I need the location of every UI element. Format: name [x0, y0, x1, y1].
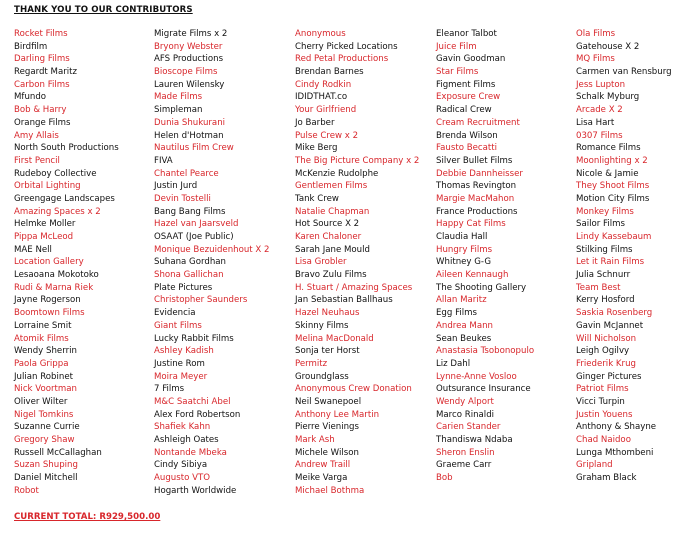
contributor-name: Rocket Films: [14, 29, 68, 39]
contributor-name: Bob & Harry: [14, 105, 67, 116]
contributor-name: Bioscope Films: [154, 67, 218, 78]
contributor-name: Rudeboy Collective: [14, 168, 97, 179]
contributor-name: Vicci Turpin: [576, 396, 625, 407]
contributor-name: Justine Rom: [154, 358, 205, 369]
contributor-name: 7 Films: [154, 384, 185, 395]
contributor-name: Graham Black: [576, 473, 637, 484]
contributor-name: Star Films: [436, 67, 479, 78]
contributor-name: Gavin McJannet: [576, 320, 644, 331]
contributor-name: Darling Films: [14, 54, 70, 65]
contributors-column-4: [436, 28, 534, 485]
contributor-name: Liz Dahl: [436, 358, 471, 369]
contributor-name: Orbital Lighting: [14, 181, 81, 192]
contributor-name: Lisa Hart: [576, 117, 615, 128]
contributor-name: Marco Rinaldi: [436, 409, 495, 420]
contributor-name: Gregory Shaw: [14, 435, 75, 445]
contributor-name: Fausto Becatti: [436, 143, 498, 154]
contributor-name: Motion City Films: [576, 193, 650, 204]
contributor-name: Devin Tostelli: [154, 193, 211, 204]
contributor-name: Juice Film: [436, 41, 477, 52]
contributor-name: Wendy Alport: [436, 396, 494, 407]
contributor-name: Anonymous: [295, 29, 346, 39]
contributor-name: The Big Picture Company x 2: [295, 155, 420, 166]
contributors-column-2: [154, 28, 269, 497]
contributor-name: Cindy Rodkin: [295, 79, 352, 90]
contributor-name: Pippa McLeod: [14, 232, 74, 242]
contributor-name: Sonja ter Horst: [295, 346, 360, 357]
contributor-name: Lisa Grobler: [295, 257, 347, 268]
contributor-name: Gentlemen Films: [295, 181, 368, 192]
contributor-name: Melina MacDonald: [295, 333, 374, 344]
contributor-name: Lucky Rabbit Films: [154, 333, 234, 344]
contributor-name: Red Petal Productions: [295, 54, 389, 65]
contributor-name: Andrea Mann: [436, 320, 493, 331]
contributor-name: Figment Films: [436, 79, 496, 90]
contributor-name: Atomik Films: [14, 333, 69, 344]
contributor-name: Kerry Hosford: [576, 295, 635, 306]
current-total: CURRENT TOTAL: R929,500.00: [14, 512, 161, 522]
contributor-name: IDIDTHAT.co: [295, 92, 348, 103]
contributor-name: Jess Lupton: [576, 79, 626, 90]
contributor-name: Jayne Rogerson: [14, 295, 81, 306]
contributor-name: Cream Recruitment: [436, 117, 520, 128]
contributor-name: Julia Schnurr: [576, 270, 631, 281]
contributor-name: Thandiswa Ndaba: [436, 435, 513, 445]
contributor-name: Lunga Mthombeni: [576, 447, 654, 458]
contributor-name: Debbie Dannheisser: [436, 168, 523, 179]
contributor-name: Michael Bothma: [295, 485, 365, 496]
contributor-name: Hogarth Worldwide: [154, 485, 237, 496]
contributor-name: Nautilus Film Crew: [154, 143, 234, 154]
contributor-name: First Pencil: [14, 155, 60, 166]
contributor-name: Groundglass: [295, 371, 349, 382]
contributor-name: Michele Wilson: [295, 447, 359, 458]
contributor-name: Location Gallery: [14, 257, 84, 268]
contributor-name: OSAAT (Joe Public): [154, 232, 234, 242]
contributors-column-1: [14, 28, 119, 497]
contributor-name: Migrate Films x 2: [154, 29, 228, 39]
contributor-name: McKenzie Rudolphe: [295, 168, 379, 179]
contributor-name: Carmen van Rensburg: [576, 67, 672, 78]
contributor-name: Romance Films: [576, 143, 641, 154]
contributor-name: Brendan Barnes: [295, 67, 364, 78]
contributor-name: Rudi & Marna Riek: [14, 282, 94, 293]
contributor-name: Lauren Wilensky: [154, 79, 225, 90]
contributor-name: Hazel van Jaarsveld: [154, 219, 239, 230]
contributor-name: M&C Saatchi Abel: [154, 396, 231, 407]
contributor-name: Anthony Lee Martin: [295, 409, 380, 420]
contributor-name: Friederik Krug: [576, 358, 636, 369]
contributor-name: Sheron Enslin: [436, 447, 495, 458]
contributor-name: Karen Chaloner: [295, 232, 362, 242]
contributor-name: Orange Films: [14, 117, 71, 128]
contributor-name: Ola Films: [576, 29, 616, 39]
contributor-name: Nontande Mbeka: [154, 447, 227, 458]
contributor-name: Neil Swanepoel: [295, 396, 362, 407]
contributor-name: North South Productions: [14, 143, 119, 154]
contributor-name: Mfundo: [14, 92, 47, 103]
contributor-name: Gripland: [576, 460, 613, 471]
contributor-name: Amy Allais: [14, 130, 59, 141]
contributor-name: Hazel Neuhaus: [295, 308, 360, 319]
contributor-name: Stilking Films: [576, 244, 633, 255]
contributor-name: Allan Maritz: [436, 295, 487, 306]
contributor-name: Suhana Gordhan: [154, 257, 226, 268]
contributor-name: Gavin Goodman: [436, 54, 506, 65]
contributor-name: Suzanne Currie: [14, 422, 80, 433]
contributor-name: Sailor Films: [576, 219, 625, 230]
contributor-name: Bob: [436, 473, 453, 484]
contributor-name: Russell McCallaghan: [14, 447, 102, 458]
contributors-column-3: [295, 28, 419, 497]
contributor-name: Happy Cat Films: [436, 219, 506, 230]
contributor-name: MAE Nell: [14, 244, 52, 255]
contributor-name: Team Best: [576, 282, 621, 293]
contributor-name: The Shooting Gallery: [436, 282, 527, 293]
contributor-name: Justin Youens: [576, 409, 633, 420]
contributor-name: Cherry Picked Locations: [295, 41, 398, 52]
contributor-name: Daniel Mitchell: [14, 473, 78, 484]
contributor-name: They Shoot Films: [576, 181, 650, 192]
contributor-name: Oliver Wilter: [14, 396, 68, 407]
contributor-name: Hot Source X 2: [295, 219, 360, 230]
contributor-name: Radical Crew: [436, 105, 492, 116]
contributor-name: Claudia Hall: [436, 232, 488, 242]
contributor-name: Greengage Landscapes: [14, 193, 115, 204]
contributor-name: Andrew Traill: [295, 460, 351, 471]
contributor-name: Sarah Jane Mould: [295, 244, 370, 255]
contributor-name: Amazing Spaces x 2: [14, 206, 101, 217]
contributor-name: Sean Beukes: [436, 333, 492, 344]
contributor-name: Lorraine Smit: [14, 320, 72, 331]
contributor-name: Nick Voortman: [14, 384, 77, 395]
contributor-name: Margie MacMahon: [436, 193, 515, 204]
contributor-name: Pulse Crew x 2: [295, 130, 359, 141]
contributor-name: Carien Stander: [436, 422, 501, 433]
contributor-name: Chantel Pearce: [154, 168, 219, 179]
contributor-name: Simpleman: [154, 105, 203, 116]
contributor-name: Anastasia Tsobonopulo: [436, 346, 535, 357]
contributor-name: Regardt Maritz: [14, 67, 78, 78]
contributor-name: H. Stuart / Amazing Spaces: [295, 282, 413, 293]
contributor-name: Shafiek Kahn: [154, 422, 211, 433]
contributor-name: Will Nicholson: [576, 333, 637, 344]
contributor-name: Saskia Rosenberg: [576, 308, 653, 319]
contributor-name: Skinny Films: [295, 320, 349, 331]
contributor-name: Lindy Kassebaum: [576, 232, 652, 242]
contributor-name: Giant Films: [154, 320, 202, 331]
contributor-name: Natalie Chapman: [295, 206, 370, 217]
contributor-name: Julian Robinet: [14, 371, 73, 382]
contributor-name: Moira Meyer: [154, 371, 208, 382]
contributor-name: Patriot Films: [576, 384, 629, 395]
contributor-name: Justin Jurd: [154, 181, 198, 192]
contributor-name: Bryony Webster: [154, 41, 223, 52]
contributor-name: Thomas Revington: [436, 181, 517, 192]
contributor-name: Plate Pictures: [154, 282, 213, 293]
contributor-name: Robot: [14, 485, 39, 496]
contributor-name: Christopher Saunders: [154, 295, 248, 306]
contributor-name: 0307 Films: [576, 130, 623, 141]
contributor-name: Moonlighting x 2: [576, 155, 648, 166]
contributor-name: Monique Bezuidenhout X 2: [154, 244, 270, 255]
contributor-name: Nicole & Jamie: [576, 168, 639, 179]
contributor-name: Lynne-Anne Vosloo: [436, 371, 517, 382]
contributor-name: Jo Barber: [295, 117, 335, 128]
contributor-name: Evidencia: [154, 308, 196, 319]
contributor-name: Leigh Ogilvy: [576, 346, 630, 357]
contributor-name: Hungry Films: [436, 244, 493, 255]
contributors-column-5: [576, 28, 672, 485]
contributor-name: Eleanor Talbot: [436, 29, 497, 39]
contributor-name: AFS Productions: [154, 54, 224, 65]
page-heading: THANK YOU TO OUR CONTRIBUTORS: [14, 5, 193, 15]
contributor-name: MQ Films: [576, 54, 615, 65]
contributor-name: Your Girlfriend: [295, 105, 357, 116]
contributor-name: Chad Naidoo: [576, 435, 631, 445]
contributor-name: Bravo Zulu Films: [295, 270, 367, 281]
contributor-name: Birdfilm: [14, 41, 48, 52]
contributor-name: Paola Grippa: [14, 358, 69, 369]
contributor-name: Mark Ash: [295, 435, 335, 445]
contributor-name: Anthony & Shayne: [576, 422, 657, 433]
contributor-name: Dunia Shukurani: [154, 117, 226, 128]
contributor-name: Mike Berg: [295, 143, 338, 154]
contributor-name: FIVA: [154, 155, 173, 166]
contributor-name: Made Films: [154, 92, 203, 103]
contributor-name: Schalk Myburg: [576, 92, 640, 103]
contributor-name: Ginger Pictures: [576, 371, 642, 382]
contributor-name: Bang Bang Films: [154, 206, 226, 217]
contributor-name: Silver Bullet Films: [436, 155, 513, 166]
contributor-name: Exposure Crew: [436, 92, 501, 103]
contributor-name: Boomtown Films: [14, 308, 85, 319]
contributor-name: Monkey Films: [576, 206, 634, 217]
contributor-name: Shona Gallichan: [154, 270, 224, 281]
contributor-name: Helmke Moller: [14, 219, 76, 230]
contributor-name: Anonymous Crew Donation: [295, 384, 412, 395]
contributor-name: Gatehouse X 2: [576, 41, 640, 52]
contributor-name: Brenda Wilson: [436, 130, 498, 141]
contributor-name: Lesaoana Mokotoko: [14, 270, 99, 281]
contributor-name: Whitney G-G: [436, 257, 491, 268]
contributor-name: Meike Varga: [295, 473, 348, 484]
contributor-name: Alex Ford Robertson: [154, 409, 241, 420]
contributor-name: Nigel Tomkins: [14, 409, 74, 420]
contributor-name: Carbon Films: [14, 79, 70, 90]
contributor-name: Suzan Shuping: [14, 460, 78, 471]
contributor-name: Ashleigh Oates: [154, 435, 219, 445]
contributor-name: Egg Films: [436, 308, 478, 319]
contributor-name: Cindy Sibiya: [154, 460, 208, 471]
contributor-name: Augusto VTO: [154, 473, 210, 484]
contributor-name: Let it Rain Films: [576, 257, 645, 268]
contributor-name: Ashley Kadish: [154, 346, 214, 357]
contributor-name: Aileen Kennaugh: [436, 270, 509, 281]
contributor-name: Wendy Sherrin: [14, 346, 77, 357]
contributor-name: Arcade X 2: [576, 105, 623, 116]
contributor-name: Pierre Vienings: [295, 422, 359, 433]
contributor-name: Outsurance Insurance: [436, 384, 531, 395]
contributor-name: France Productions: [436, 206, 518, 217]
contributor-name: Graeme Carr: [436, 460, 492, 471]
contributor-name: Permitz: [295, 358, 328, 369]
contributor-name: Jan Sebastian Ballhaus: [295, 295, 393, 306]
contributor-name: Helen d'Hotman: [154, 130, 224, 141]
contributor-name: Tank Crew: [295, 193, 339, 204]
